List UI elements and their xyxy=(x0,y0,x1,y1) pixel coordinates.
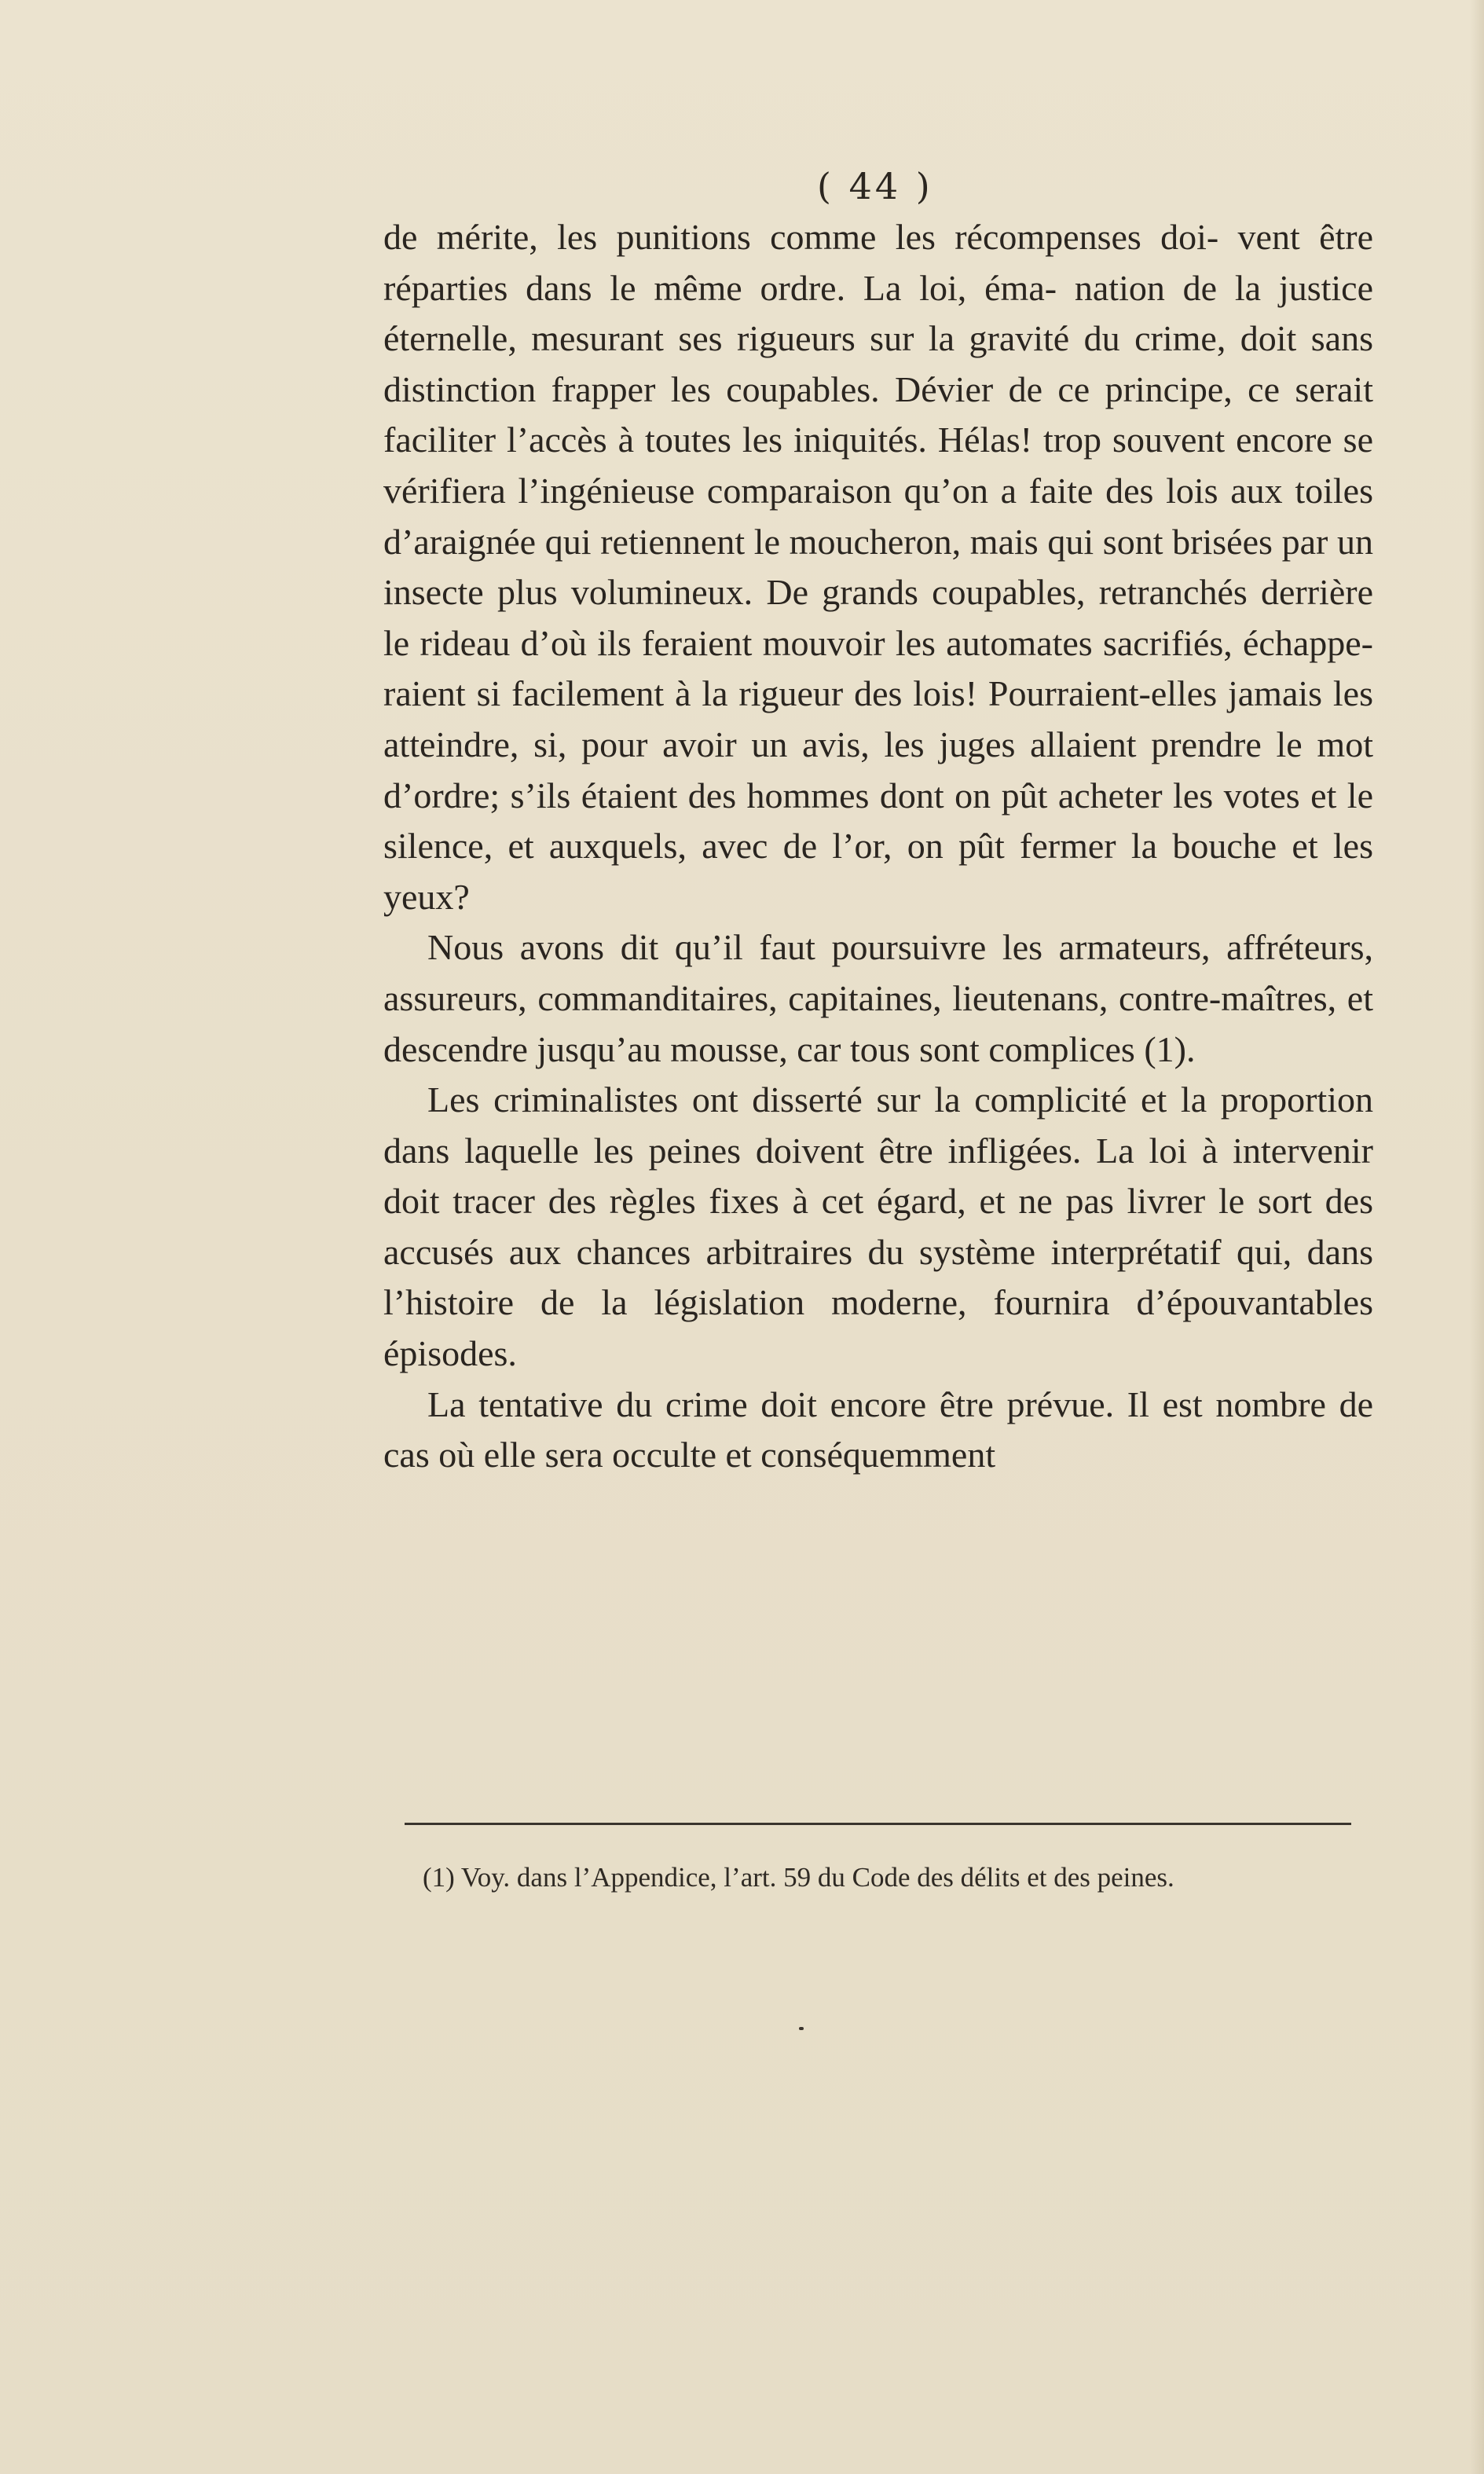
paragraph: Nous avons dit qu’il faut poursuivre les armateurs, affréteurs, assureurs, commanditaires, capitaines, lieutenans, contre-maîtres, et descendre jusqu’au mousse, car tous sont complices (1). xyxy=(383,927,1373,1069)
footnote-rule xyxy=(405,1823,1351,1825)
paragraph: La tentative du crime doit encore être prévue. Il est nombre de cas où elle sera occulte et conséquemment xyxy=(383,1384,1373,1475)
paragraph-continued: de mérite, les punitions comme les récompenses doi- vent être réparties dans le même ordre. La loi, éma- nation de la justice éternelle, mesurant ses rigueurs sur la gravité du crime, doit sans distinction frapper les coupables. Dévier de ce principe, ce serait faciliter l’accès à toutes les iniquités. Hélas! trop souvent encore se vérifiera l’ingénieuse comparaison qu’on a faite des lois aux toiles d’araignée qui retiennent le moucheron, mais qui sont brisées par un insecte plus volumineux. De grands coupables, retranchés derrière le rideau d’où ils feraient mouvoir les automates sacrifiés, échappe- raient si facilement à la rigueur des lois! Pourraient-elles jamais les atteindre, si, pour avoir un avis, les juges allaient prendre le mot d’ordre; s’ils étaient des hommes dont on pût acheter les votes et le silence, et auxquels, avec de l’or, on pût fermer la bouche et les yeux? xyxy=(383,217,1373,917)
main-text xyxy=(383,212,1373,1481)
page-number: ( 44 ) xyxy=(817,165,933,207)
page-edge-shadow xyxy=(1470,0,1484,2474)
ink-speck xyxy=(799,2027,804,2030)
footnote: (1) Voy. dans l’Appendice, l’art. 59 du Code des délits et des peines. xyxy=(423,1862,1174,1893)
paragraph: Les criminalistes ont disserté sur la complicité et la proportion dans laquelle les peines doivent être infligées. La loi à intervenir doit tracer des règles fixes à cet égard, et ne pas livrer le sort des accusés aux chances arbitraires du système interprétatif qui, dans l’histoire de la législation moderne, fournira d’épouvantables épisodes. xyxy=(383,1079,1373,1374)
